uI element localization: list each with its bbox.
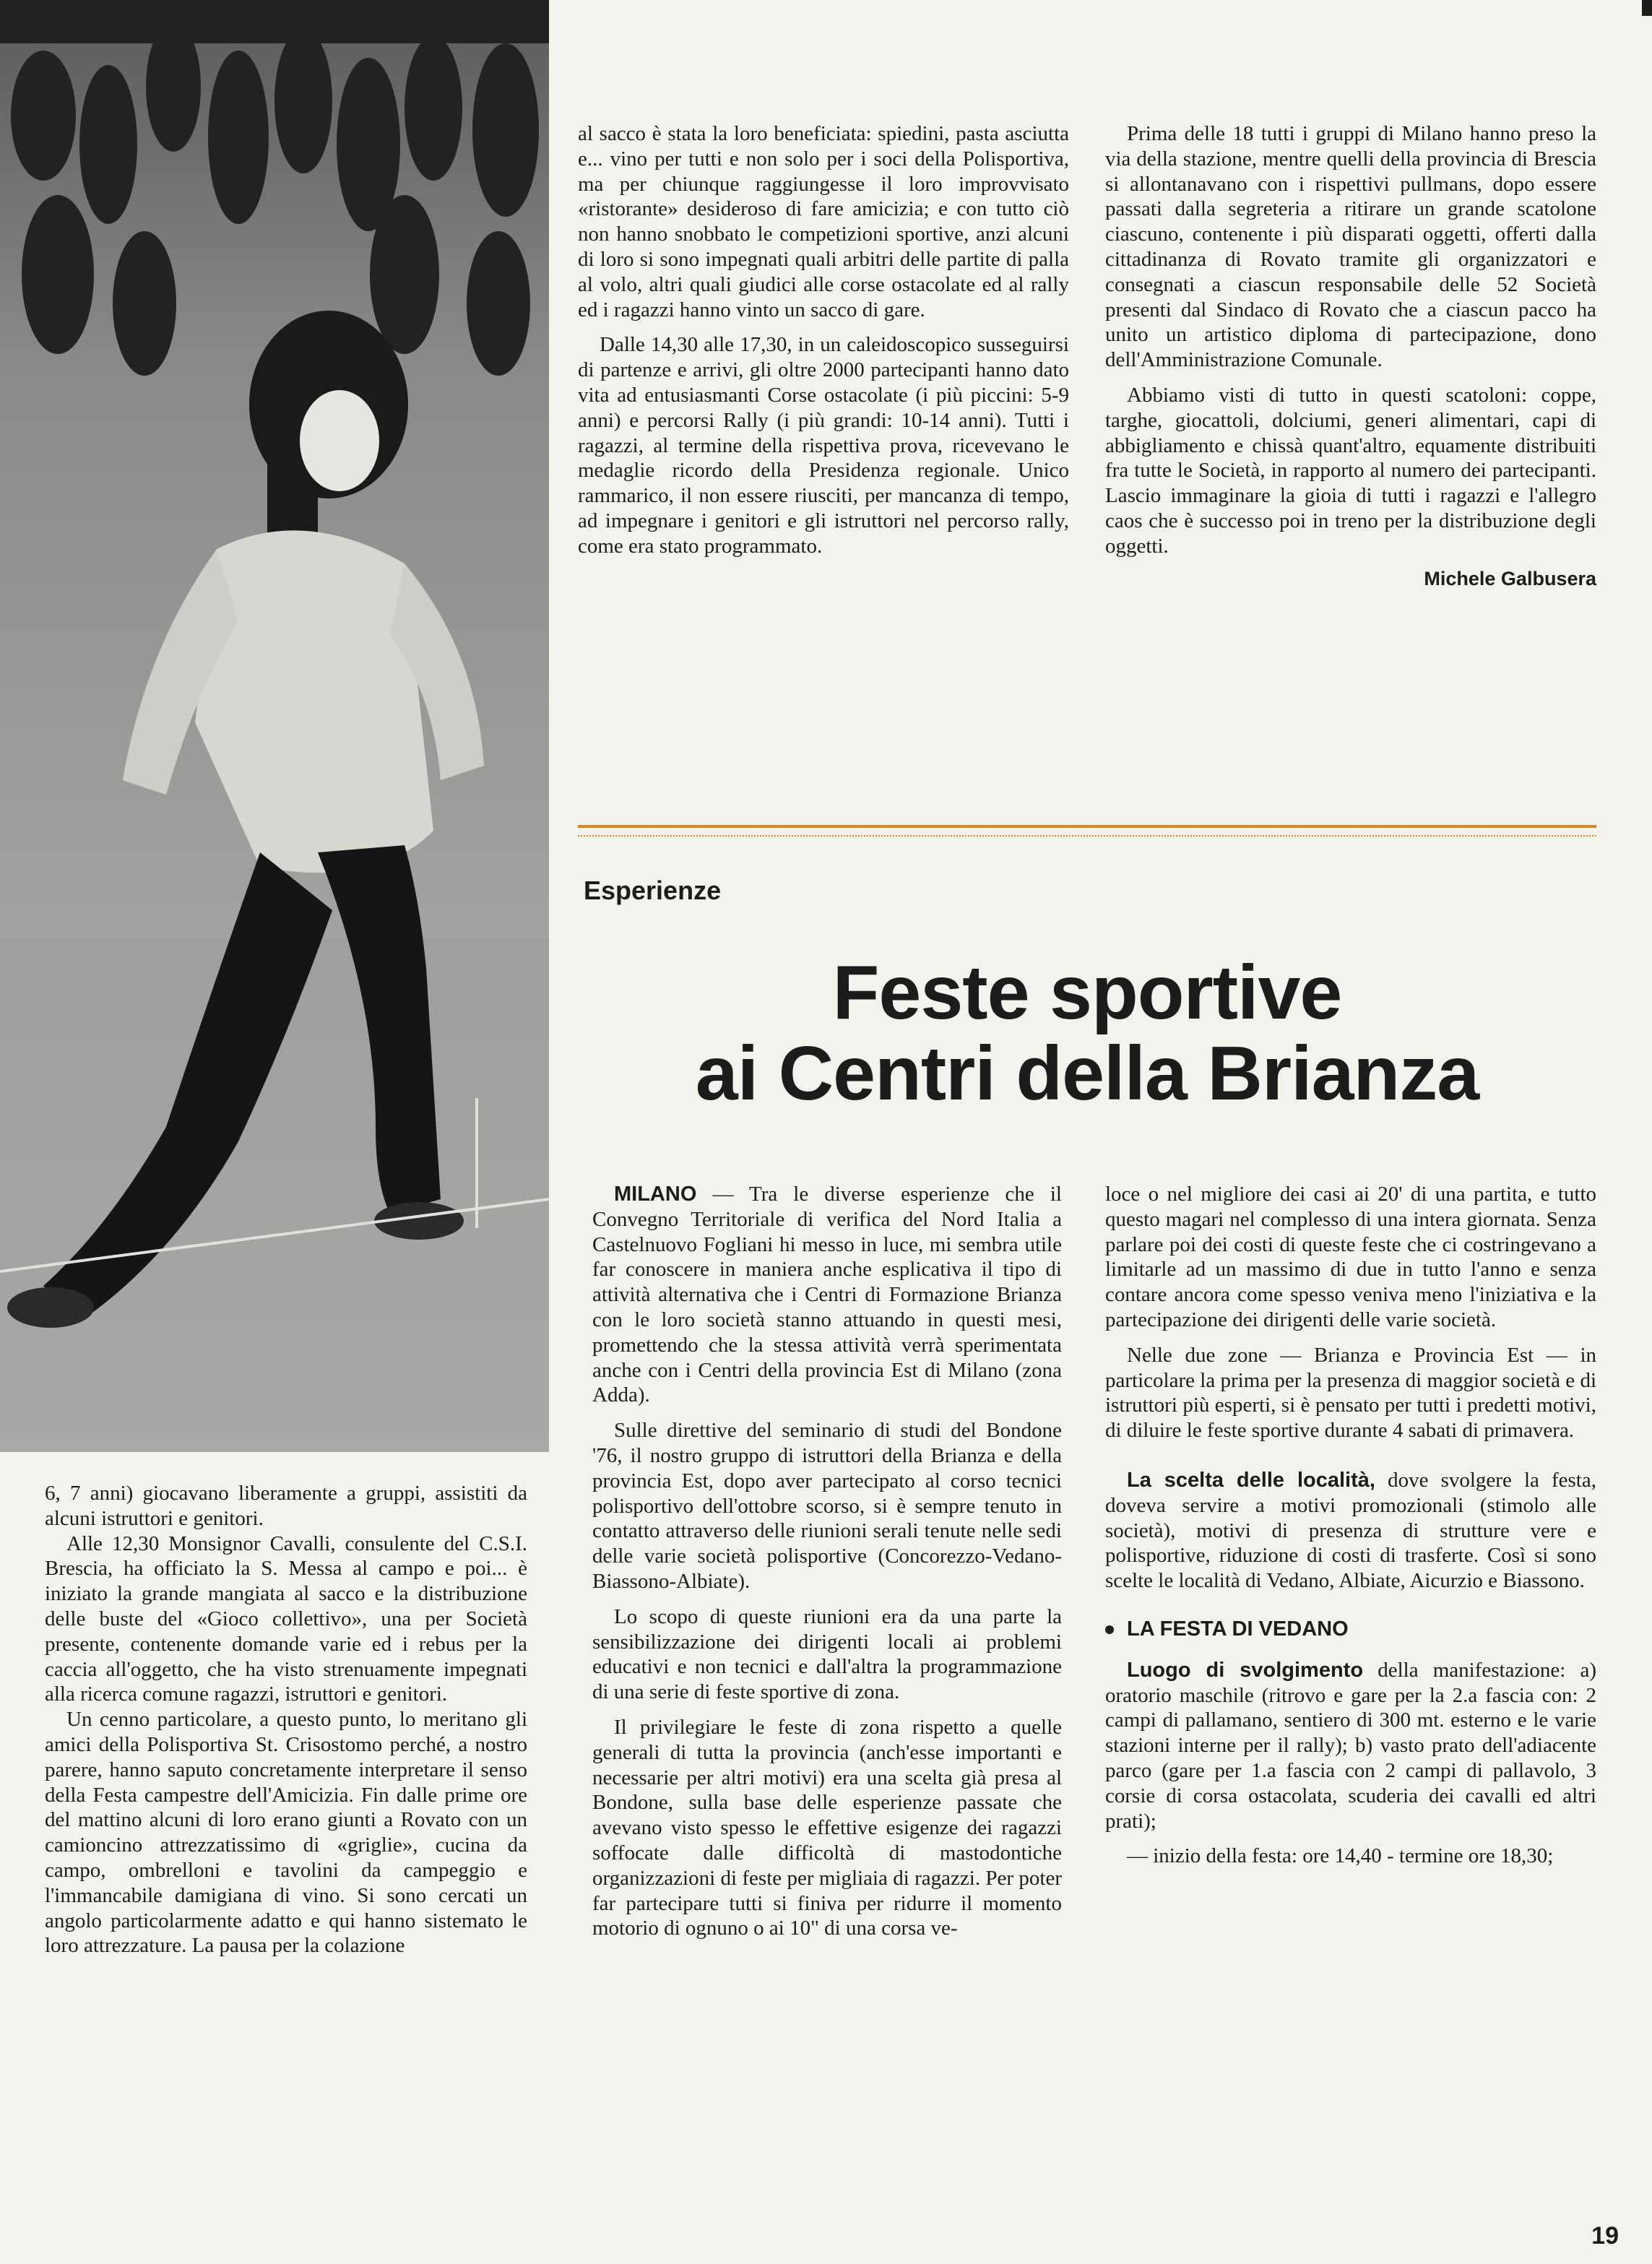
- author-signature: Michele Galbusera: [1424, 567, 1596, 589]
- paragraph: Lo scopo di queste riunioni era da una parte la sensibilizzazione dei dirigenti locali ai problemi educativi e non tecnici e dall'altra la programmazione di una serie di feste sportive di zona.: [592, 1604, 1062, 1704]
- paragraph: Alle 12,30 Monsignor Cavalli, consulente del C.S.I. Brescia, ha officiato la S. Messa al campo e poi... è iniziato la grande mangiata al sacco e la distribuzione delle buste del «Gioco collettivo», una per Società presente, contenente domande varie ed i rebus per la caccia all'oggetto, che ha visto strenuamente impegnati alla ricerca comune ragazzi, istruttori e genitori.: [45, 1531, 527, 1706]
- paragraph: loce o nel migliore dei casi ai 20' di una partita, e tutto questo magari nel complesso di una intera giornata. Senza parlare poi dei costi di queste feste che ci costringevano a limitarle ad un massimo di due in tutto l'anno e senza contare ancora come spesso veniva meno l'iniziativa e la partecipazione dei dirigenti delle varie società.: [1105, 1183, 1596, 1331]
- section-kicker: Esperienze: [584, 876, 722, 905]
- subsection-heading: [1105, 1617, 1596, 1642]
- paragraph-lead: La scelta delle località,: [1127, 1468, 1375, 1492]
- corner-mark: [1642, 0, 1652, 16]
- paragraph-text: della manifestazione: a) oratorio maschile (ritrovo e gare per la 2.a fascia con: 2 campi di pallamano, sentiero di 300 mt. esterno e le varie stazioni interne per il rally); b) vasto prato dell'adiacente parco (gare per 1.a fascia con 2 campi di pallavolo, 3 corsie di corsa ostacolata, scuderia dei cavalli ed altri prati);: [1105, 1658, 1596, 1833]
- column-upper-middle: [578, 121, 1069, 559]
- column-upper-right: [1105, 121, 1596, 591]
- page-number: 19: [1591, 2222, 1619, 2250]
- paragraph-text: dove svolgere la festa, doveva servire a motivi promozionali (stimolo alle società), motivi di presenza di strutture vere e polisportive, riduzione di costi di trasferte. Così si sono scelte le località di Vedano, Albiate, Aicurzio e Biassono.: [1105, 1468, 1596, 1593]
- headline-line-1: Feste sportive: [832, 950, 1342, 1035]
- paragraph: [1105, 1468, 1596, 1594]
- paragraph-text: — Tra le diverse esperienze che il Convegno Territoriale di verifica del Nord Italia a Castelnuovo Fogliani hi messo in luce, mi sembra utile far conoscere in maniera anche esplicativa il tipo di attività alternativa che i Centri di Formazione Brianza con le loro società stanno attuando in questi mesi, promettendo che la stessa attività verrà sperimentata anche con i Centri della provincia Est di Milano (zona Adda).: [592, 1183, 1062, 1407]
- paragraph: al sacco è stata la loro beneficiata: spiedini, pasta asciutta e... vino per tutti e non solo per i soci della Polisportiva, ma per chiunque raggiungesse il loro improvvisato «ristorante» desideroso di fare amicizia; e con tutto ciò non hanno snobbato le competizioni sportive, anzi alcuni di loro si sono impegnati quali arbitri delle partite di palla al volo, altri quali giudici alle corse ostacolate ed al rally ed i ragazzi hanno vinto un sacco di gare.: [578, 122, 1069, 321]
- paragraph: Nelle due zone — Brianza e Provincia Est — in particolare la prima per la presenza di maggior società e di istruttori più esperti, si è pensato per tutti i predetti motivi, di diluire le feste sportive durante 4 sabati di primavera.: [1105, 1343, 1596, 1443]
- photo-child-jumping: [0, 0, 549, 1452]
- paragraph: Un cenno particolare, a questo punto, lo meritano gli amici della Polisportiva St. Crisostomo perché, a nostro parere, hanno saputo concretamente interpretare il senso della Festa campestre dell'Amicizia. Fin dalle prime ore del mattino alcuni di loro erano giunti a Rovato con un camioncino attrezzatissimo di «griglie», cucina da campo, ombrelloni e tavolini da campeggio e l'immancabile damigiana di vino. Si sono cercati un angolo particolarmente adatto e qui hanno sistemato le loro attrezzature. La pausa per la colazione: [45, 1708, 527, 1958]
- paragraph: — inizio della festa: ore 14,40 - termine ore 18,30;: [1127, 1844, 1554, 1868]
- photo-illustration: [0, 0, 549, 1452]
- paragraph-lead: Luogo di svolgimento: [1127, 1658, 1364, 1682]
- paragraph: [592, 1182, 1062, 1408]
- column-lower-middle: [592, 1182, 1062, 1941]
- paragraph: Il privilegiare le feste di zona rispetto a quelle generali di tutta la provincia (anch'esse importanti e necessarie per altri motivi) era una scelta già presa al Bondone, sulla base delle esperienze passate che avevano visto spesso le effettive esigenze dei ragazzi soffocate dalle difficoltà di mastodontiche organizzazioni di feste per migliaia di ragazzi. Per poter far partecipare tutti si finiva per ridurre il momento motorio di ognuno o ai 10" di una corsa ve-: [592, 1715, 1062, 1940]
- column-lower-left: [45, 1481, 527, 1958]
- bullet-icon: [1105, 1625, 1114, 1634]
- article-headline: [578, 952, 1596, 1114]
- paragraph: Abbiamo visti di tutto in questi scatoloni: coppe, targhe, giocattoli, dolciumi, generi alimentari, capi di abbigliamento e chissà quant'altro, equamente distribuiti fra tutte le Società, in rapporto al numero dei partecipanti. Lascio immaginare la gioia di tutti i ragazzi e l'allegro caos che è successo poi in treno per la distribuzione degli oggetti.: [1105, 383, 1596, 558]
- headline-line-2: ai Centri della Brianza: [695, 1031, 1479, 1116]
- paragraph: [1105, 1658, 1596, 1834]
- column-lower-right: [1105, 1182, 1596, 1869]
- paragraph: Prima delle 18 tutti i gruppi di Milano hanno preso la via della stazione, mentre quelli della provincia di Brescia si allontanavano con i rispettivi pullmans, dopo essere passati dalla segreteria a ritirare un grande scatolone ciascuno, contenente i più disparati oggetti, offerti dalla cittadinanza di Rovato tramite gli organizzatori e consegnati a ciascun responsabile delle 52 Società presenti dal Sindaco di Rovato che a ciascun pacco ha unito un artistico diploma di partecipazione, dono dell'Amministrazione Comunale.: [1105, 122, 1596, 372]
- paragraph: Dalle 14,30 alle 17,30, in un caleidoscopico susseguirsi di partenze e arrivi, gli oltre 2000 partecipanti hanno dato vita ad entusiasmanti Corse ostacolate (i più piccini: 5-9 anni) e percorsi Rally (i più grandi: 10-14 anni). Tutti i ragazzi, al termine della rispettiva prova, ricevevano le medaglie ricordo della Presidenza regionale. Unico rammarico, il non essere riusciti, per mancanza di tempo, ad impegnare i genitori e gli istruttori nel percorso rally, come era stato programmato.: [578, 333, 1069, 558]
- subsection-heading-text: LA FESTA DI VEDANO: [1127, 1617, 1349, 1641]
- dateline: MILANO: [614, 1183, 697, 1206]
- section-divider: [578, 825, 1596, 837]
- paragraph: Sulle direttive del seminario di studi del Bondone '76, il nostro gruppo di istruttori della Brianza e della provincia Est, dopo aver partecipato al corso tecnici polisportivo dell'ottobre scorso, si è sempre tenuto in contatto attraverso delle riunioni serali tenute nelle sedi delle varie società polisportive (Concorezzo-Vedano-Biassono-Albiate).: [592, 1419, 1062, 1593]
- paragraph: 6, 7 anni) giocavano liberamente a gruppi, assistiti da alcuni istruttori e genitori.: [45, 1482, 527, 1530]
